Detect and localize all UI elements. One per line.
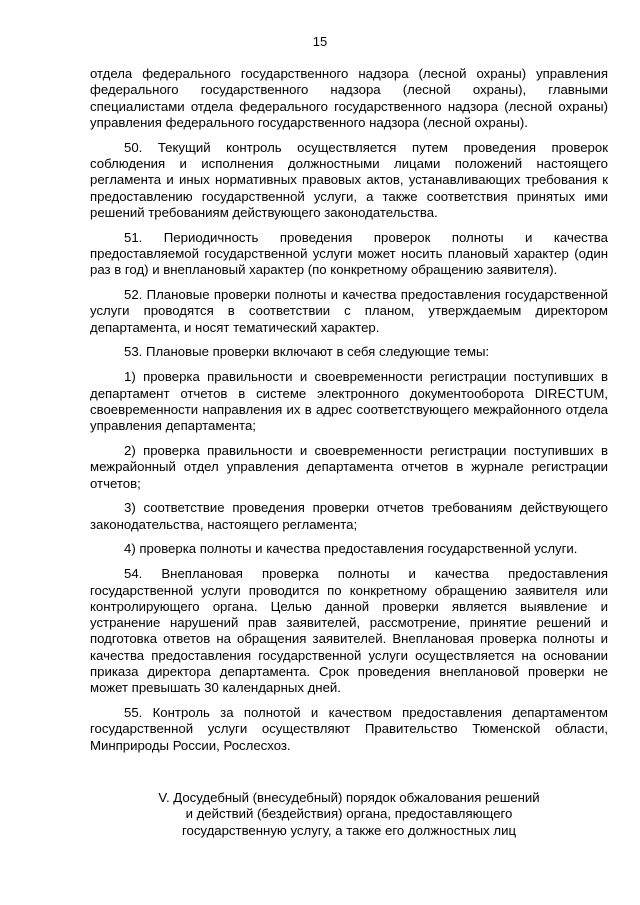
paragraph-continuation: отдела федерального государственного надзора (лесной охраны) управления федерального государственного надзора (лесной охраны), главными специалистами отдела федерального государственного надзора (лесной охраны) управления федерального государственного надзора (лесной охраны). (90, 66, 608, 130)
paragraph-50: 50. Текущий контроль осуществляется путем проведения проверок соблюдения и исполнения должностными лицами положений настоящего регламента и иных нормативных правовых актов, устанавливающих требования к предоставлению государственной услуги, а также соответствия принятых ими решений требованиям действующего законодательства. (90, 139, 608, 220)
section-heading (90, 790, 608, 839)
section-heading-line-2: и действий (бездействия) органа, предоставляющего (185, 806, 513, 822)
list-item-3: 3) соответствие проведения проверки отчетов требованиям действующего законодательства, настоящего регламента; (90, 500, 608, 532)
section-heading-line-1: V. Досудебный (внесудебный) порядок обжалования решений (158, 790, 540, 805)
list-item-2: 2) проверка правильности и своевременности регистрации поступивших в межрайонный отдел управления департамента отчетов в журнале регистрации отчетов; (90, 442, 608, 491)
list-item-1: 1) проверка правильности и своевременности регистрации поступивших в департамент отчетов в системе электронного документооборота DIRECTUM, своевременности направления их в адрес соответствующего межрайонного отдела управления департамента; (90, 369, 608, 434)
list-item-4: 4) проверка полноты и качества предоставления государственной услуги. (124, 541, 578, 557)
paragraph-54: 54. Внеплановая проверка полноты и качества предоставления государственной услуги проводится по конкретному обращению заявителя или контролирующего органа. Целью данной проверки является выявление и устранение нарушений прав заявителей, рассмотрение, принятие решений и подготовка ответов на обращения заявителей. Внеплановая проверка полноты и качества предоставления государственной услуги осуществляется на основании приказа директора департамента. Срок проведения внеплановой проверки не может превышать 30 календарных дней. (90, 566, 608, 696)
paragraph-52: 52. Плановые проверки полноты и качества предоставления государственной услуги проводятся в соответствии с планом, утверждаемым директором департамента, и носят тематический характер. (90, 287, 608, 335)
paragraph-51: 51. Периодичность проведения проверок полноты и качества предоставляемой государственной услуги может носить плановый характер (один раз в год) и внеплановый характер (по конкретному обращению заявителя). (90, 229, 608, 278)
section-heading-line-3: государственную услугу, а также его должностных лиц (181, 822, 517, 838)
document-body (90, 66, 608, 762)
paragraph-55: 55. Контроль за полнотой и качеством предоставления департаментом государственной услуги осуществляют Правительство Тюменской области, Минприроды России, Рослесхоз. (90, 705, 608, 753)
page-number: 15 (312, 34, 328, 49)
paragraph-53: 53. Плановые проверки включают в себя следующие темы: (124, 344, 490, 360)
